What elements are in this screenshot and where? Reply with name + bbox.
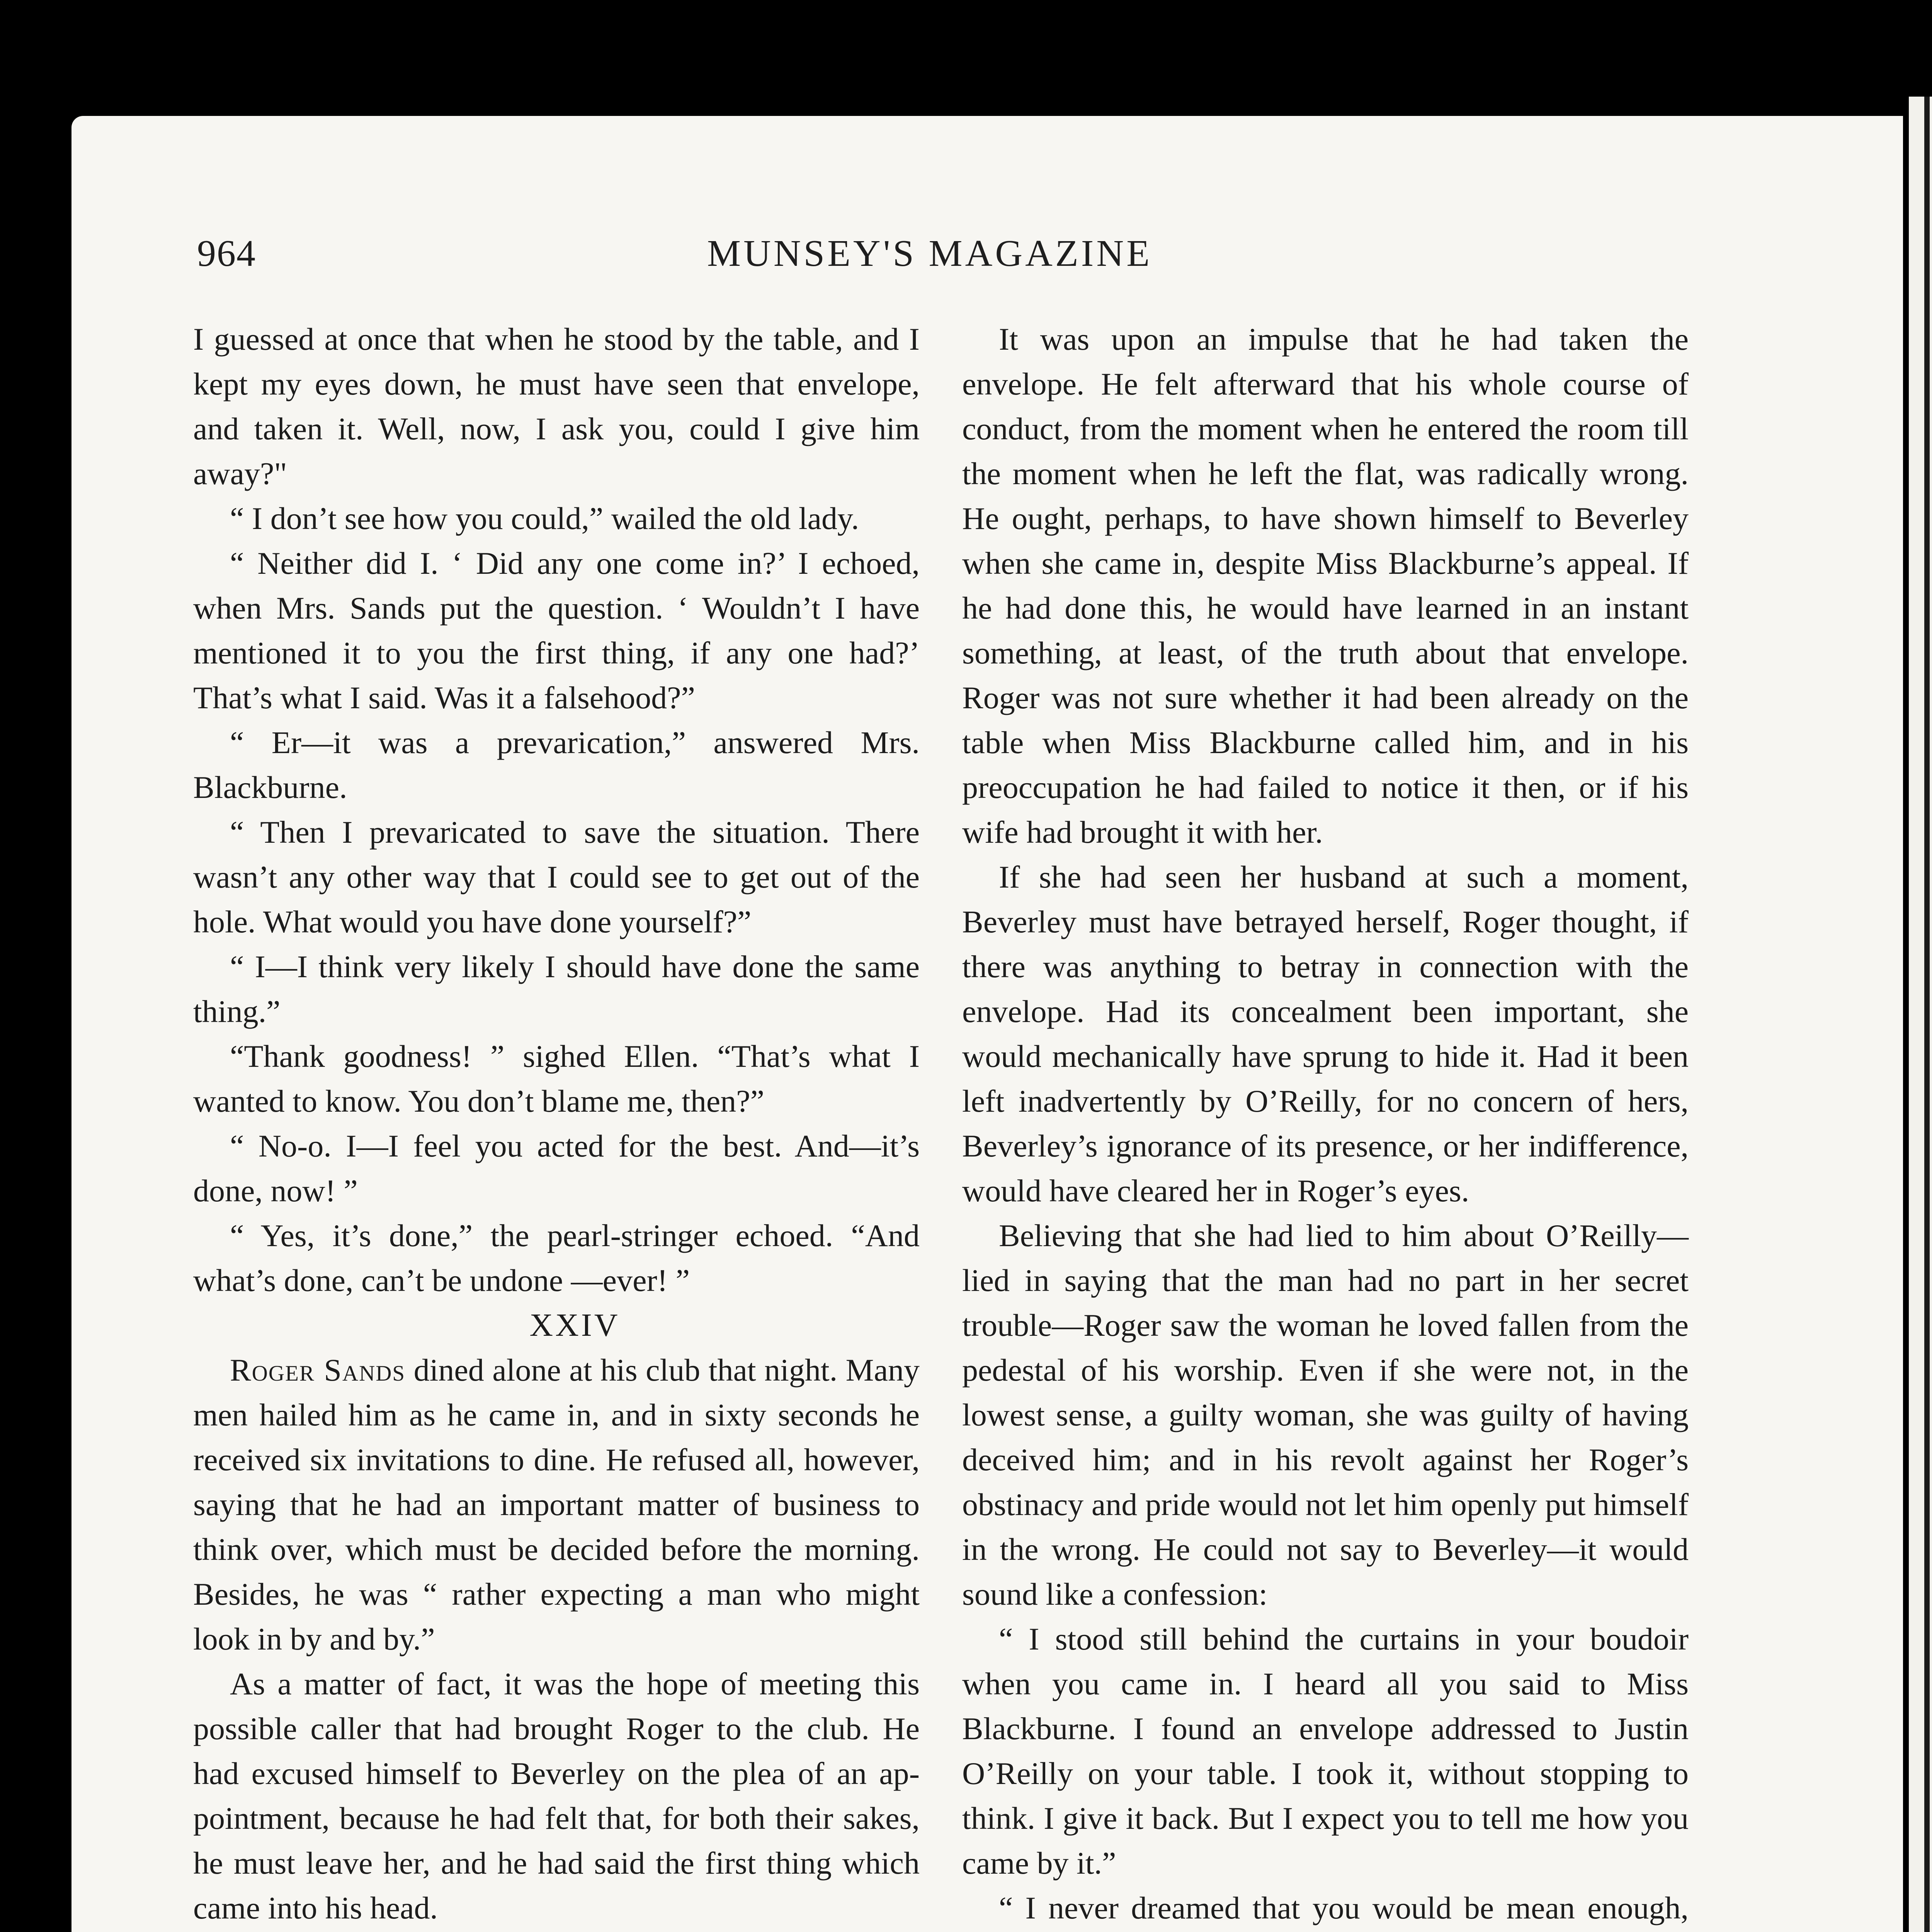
paragraph: “ I—I think very likely I should have done the same thing.” [193, 949, 920, 1029]
paragraph: As a matter of fact, it was the hope of meeting this possible caller that had brought Roger to the club. He had excused himself to Beverley on the plea of an appointment, because he had felt that, for both their sakes, he must leave her, and he had said the first thing which came into his head. [193, 1666, 920, 1925]
paragraph: “ Then I prevaricated to save the situation. There wasn’t any other way that I could see to get out of the hole. What would you have done yourself?” [193, 815, 920, 939]
opening-text: dined alone at his club that night. Many men hailed him as he came in, and in sixty seconds he received six invitations to dine. He refused all, however, saying that he had an important matter of business to think over, which must be decided before the morning. Besides, he was “ rather expecting a man who might look in by and by.” [193, 1352, 920, 1656]
binding-rule [1924, 97, 1930, 1932]
paragraph: If she had seen her husband at such a moment, Beverley must have betrayed herself, Roger thought, if there was anything to betray in connection with the envelope. Had its concealment been important, she would mechanically have sprung to hide it. Had it been left inadvertently by O’Reilly, for no concern of hers, Beverley’s ignorance of its presence, or her indifference, would have cleared her in Roger’s eyes. [962, 859, 1689, 1208]
paragraph: It was upon an impulse that he had taken the envelope. He felt afterward that his whole course of conduct, from the moment when he entered the room till the moment when he left the flat, was radically wrong. He ought, perhaps, to have shown himself to Beverley when she came in, despite Miss Blackburne’s appeal. If he had done this, he would have learned in an instant something, at least, of the truth about that envelope. Roger was not sure whether it had been already on the table when Miss Blackburne called him, and in his preoccupation he had failed to notice it then, or if his wife had brought it with her. [962, 321, 1689, 850]
paragraph: “ I never dreamed that you would be mean enough, [999, 1890, 1689, 1925]
paragraph [193, 1930, 920, 1932]
paragraph: “ I don’t see how you could,” wailed the old lady. [230, 501, 859, 536]
paragraph: “ Neither did I. ‘ Did any one come in?’ I echoed, when Mrs. Sands put the question. ‘ Wouldn’t I have mentioned it to you the first thing, if any one had?’ That’s what I said. Was it a falsehood?” [193, 546, 920, 715]
paragraph: “Thank goodness! ” sighed Ellen. “That’s what I wanted to know. You don’t blame me, then?” [193, 1039, 920, 1119]
paragraph: “ Yes, it’s done,” the pearl-stringer echoed. “And what’s done, can’t be undone —ever! ” [193, 1218, 920, 1298]
left-column [193, 317, 920, 1932]
paragraph: I guessed at once that when he stood by the table, and I kept my eyes down, he must have seen that envelope, and taken it. Well, now, I ask you, could I give him away?" [193, 321, 920, 491]
right-column [962, 317, 1689, 1932]
opening-small-caps: Roger Sands [230, 1352, 406, 1388]
chapter-heading: XXIV [529, 1307, 620, 1343]
paragraph: “ No-o. I—I feel you acted for the best. And—it’s done, now! ” [193, 1128, 920, 1208]
page-number: 964 [197, 233, 256, 274]
chapter-opening-paragraph [193, 1348, 920, 1662]
paragraph: “ I stood still behind the curtains in your boudoir when you came in. I heard all you said to Miss Blackburne. I found an envelope addressed to Justin O’Reilly on your table. I took it, without stopping to think. I give it back. But I expect you to tell me how you came by it.” [962, 1621, 1689, 1881]
running-head [197, 232, 1743, 282]
paragraph: “ Er—it was a prevarication,” answered Mrs. Blackburne. [193, 725, 920, 805]
adjacent-page-edge [1909, 97, 1932, 1932]
magazine-title: MUNSEY'S MAGAZINE [707, 233, 1153, 274]
paragraph: Believing that she had lied to him about O’Reilly—lied in saying that the man had no part in her secret trouble—Roger saw the woman he loved fallen from the pedestal of his worship. Even if she were not, in the lowest sense, a guilty woman, she was guilty of having deceived him; and in his revolt against her Roger’s obstinacy and pride would not let him openly put himself in the wrong. He could not say to Beverley—it would sound like a confession: [962, 1218, 1689, 1612]
